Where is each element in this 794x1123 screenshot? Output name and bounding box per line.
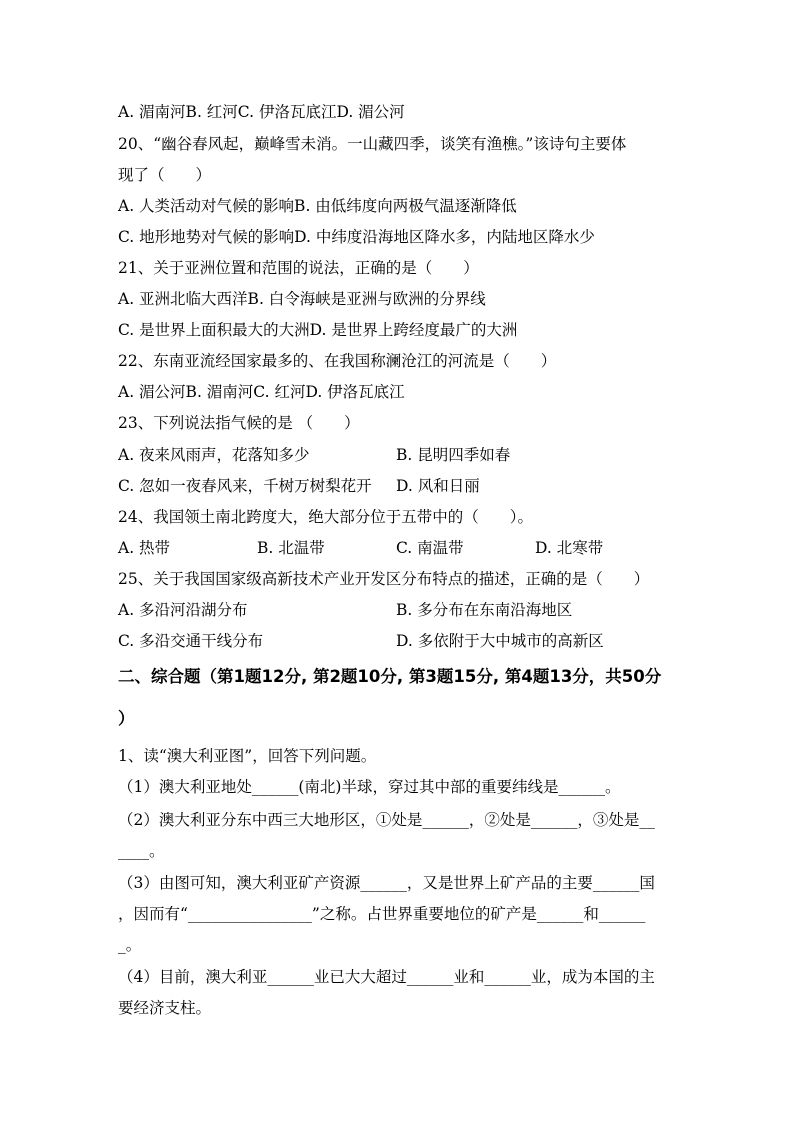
comp-q1-part3-cont: ，因而有“________________”之称。占世界重要地位的矿产是______和______ — [118, 905, 646, 923]
q20-stem: 20、“幽谷春风起，巅峰雪未消。一山藏四季，谈笑有渔樵。”该诗句主要体 — [118, 135, 627, 153]
q25-option-d: D. 多依附于大中城市的高新区 — [396, 632, 604, 650]
comp-q1-part3: （3）由图可知，澳大利亚矿产资源______，又是世界上矿产品的主要______国 — [118, 874, 655, 892]
q23-stem: 23、下列说法指气候的是 （ ） — [118, 414, 360, 432]
comp-q1-part3-end: _。 — [118, 936, 142, 954]
q19-options: A. 湄南河B. 红河C. 伊洛瓦底江D. 湄公河 — [118, 103, 405, 121]
comp-q1-part2-cont: ____。 — [118, 842, 165, 860]
comp-q1-part4: （4）目前，澳大利亚______业已大大超过______业和______业，成为本国的主 — [118, 968, 655, 986]
q22-stem: 22、东南亚流经国家最多的、在我国称澜沧江的河流是（ ） — [118, 352, 557, 370]
q25-option-a: A. 多沿河沿湖分布 — [118, 601, 248, 619]
q25-option-c: C. 多沿交通干线分布 — [118, 632, 264, 650]
q21-options-cd: C. 是世界上面积最大的大洲D. 是世界上跨经度最广的大洲 — [118, 321, 518, 339]
q23-option-b: B. 昆明四季如春 — [396, 446, 511, 464]
q25-option-b: B. 多分布在东南沿海地区 — [396, 601, 573, 619]
comp-q1-stem: 1、读“澳大利亚图”，回答下列问题。 — [118, 747, 377, 765]
q20-stem-cont: 现了（ ） — [118, 166, 212, 184]
section-2-heading: 二、综合题（第1题12分, 第2题10分, 第3题15分, 第4题13分，共50分 — [118, 667, 662, 686]
section-2-heading-end: ） — [118, 709, 135, 728]
comp-q1-part4-cont: 要经济支柱。 — [118, 999, 212, 1017]
q21-options-ab: A. 亚洲北临大西洋B. 白令海峡是亚洲与欧洲的分界线 — [118, 290, 486, 308]
q24-option-a: A. 热带 — [118, 539, 171, 557]
comp-q1-part2: （2）澳大利亚分东中西三大地形区，①处是______，②处是______，③处是__ — [118, 811, 655, 829]
q24-option-c: C. 南温带 — [396, 539, 464, 557]
q20-options-ab: A. 人类活动对气候的影响B. 由低纬度向两极气温逐渐降低 — [118, 197, 517, 215]
q20-options-cd: C. 地形地势对气候的影响D. 中纬度沿海地区降水多，内陆地区降水少 — [118, 228, 595, 246]
q25-stem: 25、关于我国国家级高新技术产业开发区分布特点的描述，正确的是（ ） — [118, 570, 650, 588]
q23-option-c: C. 忽如一夜春风来，千树万树梨花开 — [118, 477, 372, 495]
q24-stem: 24、我国领土南北跨度大，绝大部分位于五带中的（ ）。 — [118, 508, 533, 526]
q24-option-d: D. 北寒带 — [535, 539, 604, 557]
q23-option-a: A. 夜来风雨声，花落知多少 — [118, 446, 310, 464]
q22-options: A. 湄公河B. 湄南河C. 红河D. 伊洛瓦底江 — [118, 383, 405, 401]
q21-stem: 21、关于亚洲位置和范围的说法，正确的是（ ） — [118, 259, 479, 277]
q23-option-d: D. 风和日丽 — [396, 477, 480, 495]
comp-q1-part1: （1）澳大利亚地处______(南北)半球，穿过其中部的重要纬线是______。 — [118, 778, 621, 796]
q24-option-b: B. 北温带 — [257, 539, 325, 557]
